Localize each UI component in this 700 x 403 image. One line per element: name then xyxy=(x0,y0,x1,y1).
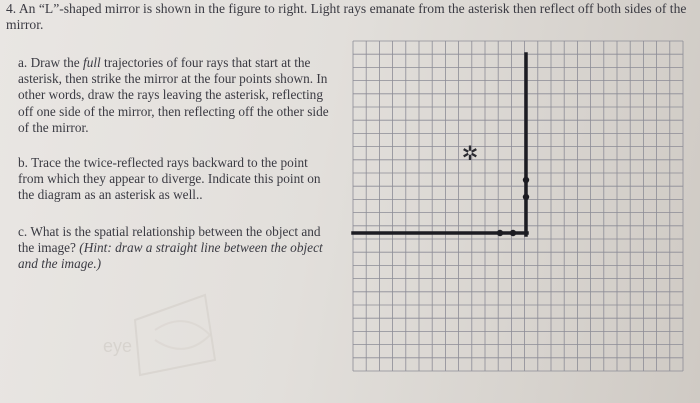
mirror-point-4 xyxy=(510,230,516,236)
part-c-text: What is the spatial relationship between the object and the image? xyxy=(18,224,321,256)
part-c xyxy=(18,224,334,273)
part-c-hint: (Hint: draw a straight line between the object and the image.) xyxy=(18,240,323,272)
question-number: 4. xyxy=(6,1,17,16)
mirror-point-1 xyxy=(523,177,529,183)
question-heading: An “L”-shaped mirror is shown in the figure to right. Light rays emanate from the asterisk then reflect off both sides of the mirror. xyxy=(6,1,687,32)
part-b xyxy=(18,155,334,204)
faint-eye-sketch xyxy=(95,280,325,400)
mirror-figure xyxy=(350,38,690,378)
part-b-text: Trace the twice-reflected rays backward to the point from which they appear to diverge. Indicate this point on the diagram as an asterisk as well.. xyxy=(18,155,321,203)
part-a-text-end: trajectories of four rays that start at the asterisk, then strike the mirror at the four points shown. In other words, draw the rays leaving the asterisk, reflecting off one side of the mirror, then reflecting off the other side of the mirror. xyxy=(18,55,329,135)
part-a-text-start: Draw the xyxy=(30,55,83,70)
mirror-point-2 xyxy=(523,194,529,200)
part-b-label: b. xyxy=(18,155,28,170)
object-asterisk-icon: ✲ xyxy=(461,141,479,165)
part-c-label: c. xyxy=(18,224,28,239)
part-a xyxy=(18,55,334,136)
graph-paper-grid xyxy=(353,41,683,371)
mirror-point-3 xyxy=(497,230,503,236)
mirror-grid-figure xyxy=(350,38,690,378)
part-a-label: a. xyxy=(18,55,28,70)
problem-heading xyxy=(6,1,694,33)
faint-sketch-label: eye xyxy=(103,336,133,356)
part-a-emphasis: full xyxy=(83,55,101,70)
